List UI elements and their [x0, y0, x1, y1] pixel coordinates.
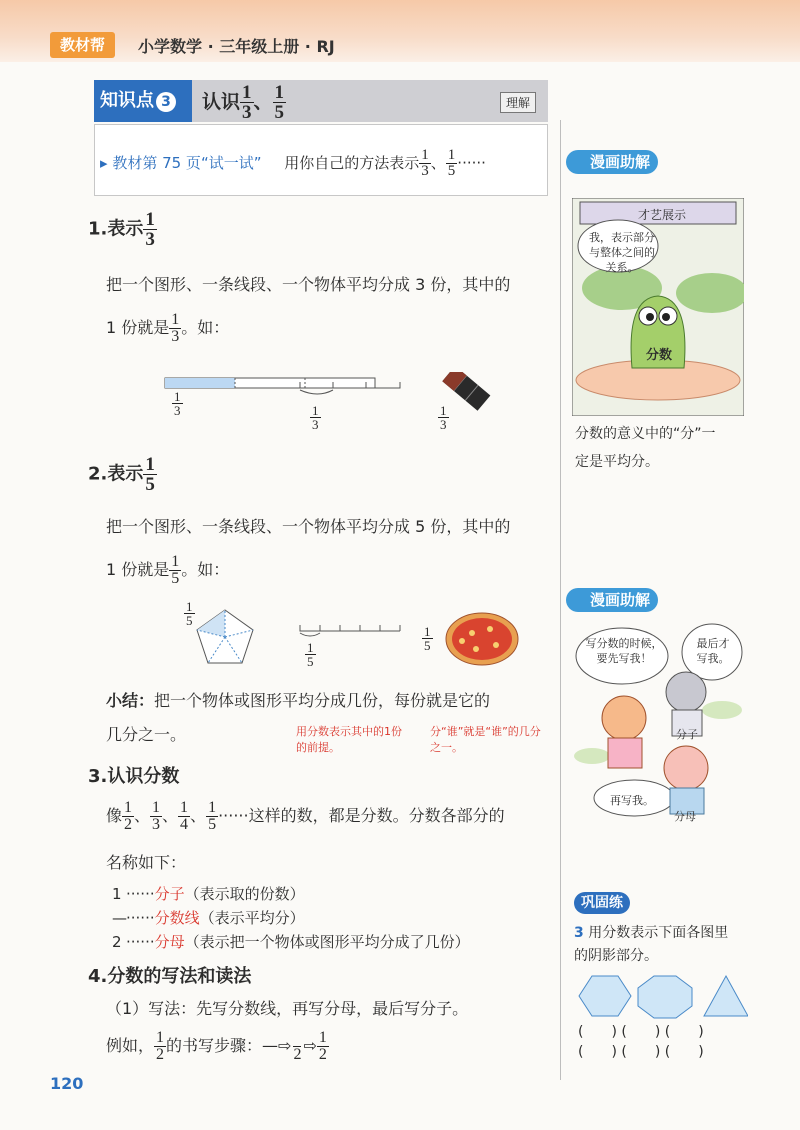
thirds-bar-shaded — [165, 378, 235, 388]
octagon — [638, 976, 692, 1018]
summary-note-2: 分“谁”就是“谁”的几分之一。 — [430, 725, 541, 754]
section-4-line1: （1）写法：先写分数线，再写分母，最后写分子。 — [106, 999, 469, 1018]
comic-1-bubble: 我，表示部分与整体之间的关系。 — [589, 231, 655, 274]
thirds-segment-label: $\frac{1}{3}$ — [312, 403, 319, 432]
ref-sep: 、 — [430, 154, 446, 172]
ref-frac-1-3: $\frac{1}{3}$ — [421, 147, 429, 179]
kp-tag — [94, 80, 192, 122]
kp-title-sep: 、 — [253, 91, 273, 113]
fifths-examples — [190, 605, 530, 675]
thirds-bar-label: $\frac{1}{3}$ — [174, 389, 181, 418]
chocolate-bar — [442, 372, 490, 411]
part-line: —······分数线（表示平均分） — [112, 909, 305, 927]
practice-shapes — [578, 974, 748, 1020]
comic-1-sign: 才艺展示 — [638, 208, 687, 222]
kp-frac-1-5: $\frac{1}{5}$ — [274, 82, 285, 123]
thirds-choc-label: $\frac{1}{3}$ — [440, 403, 447, 432]
comic-2-bubble-2: 最后才写我。 — [696, 637, 730, 665]
pizza — [446, 613, 518, 665]
pentagon-label: $\frac{1}{5}$ — [186, 599, 193, 628]
difficulty-badge: 理解 — [500, 92, 536, 113]
section-3-line2: 名称如下： — [106, 853, 187, 872]
kp-frac-1-3: $\frac{1}{3}$ — [242, 82, 252, 123]
practice-line2: 的阴影部分。 — [574, 948, 658, 964]
section-1-title: 1.表示 $\frac{1}{3}$ — [88, 209, 155, 250]
comic-1-text-1: 分数的意义中的“分”一 — [575, 426, 716, 442]
comic-1-text-2: 定是平均分。 — [575, 454, 659, 470]
part-numerator: 1 ······分子（表示取的份数） — [112, 885, 305, 903]
section-4-title: 4.分数的写法和读法 — [88, 966, 252, 987]
hexagon — [579, 976, 631, 1016]
section-3-line1: 像 $\frac{1}{2}$ 、 $\frac{1}{3}$ 、 $\frac{1}{4}$ 、 $\frac{1}{5}$ ······这样的数，都是分数。分数各部分的 — [106, 799, 505, 833]
summary-note-1: 用分数表示其中的1份的前提。 — [296, 725, 402, 754]
book-title: 小学数学 · 三年级上册 · RJ — [138, 37, 335, 56]
comic-2-bubble-1: 写分数的时候，要先写我！ — [585, 637, 663, 665]
page-header — [0, 0, 800, 62]
section-3-title: 3.认识分数 — [88, 766, 180, 787]
kp-title — [202, 83, 286, 122]
section-1-line1: 把一个图形、一条线段、一个物体平均分成 3 份，其中的 — [106, 275, 511, 294]
section-2-line1: 把一个图形、一条线段、一个物体平均分成 5 份，其中的 — [106, 517, 511, 536]
section-1-line2: 1 份就是 $\frac{1}{3}$ 。如： — [106, 311, 230, 345]
comic-2-numerator: 分子 — [676, 728, 698, 741]
comic-2-denominator: 分母 — [674, 810, 696, 823]
textbook-ref: ▸ 教材第 75 页“试一试” 用你自己的方法表示 $\frac{1}{3}$ 、 $\frac{1}{5}$ ······ — [100, 147, 486, 179]
practice-q3: 3 用分数表示下面各图里 — [574, 925, 729, 941]
fifths-segment — [300, 625, 400, 631]
fifths-segment-label: $\frac{1}{5}$ — [307, 640, 314, 669]
part-denominator: 2 ······分母（表示把一个物体或图形平均分成了几份） — [112, 933, 470, 951]
column-divider — [560, 120, 561, 1080]
comic-2-bubble-3: 再写我。 — [610, 794, 654, 807]
ref-text: 用你自己的方法表示 — [284, 154, 420, 172]
fraction-parts — [112, 882, 470, 954]
section-2-line2: 1 份就是 $\frac{1}{5}$ 。如： — [106, 553, 230, 587]
kp-num: 3 — [156, 92, 176, 112]
kp-title-text: 认识 — [202, 91, 241, 113]
triangle — [704, 976, 748, 1016]
section-2-title: 2.表示 $\frac{1}{5}$ — [88, 454, 155, 495]
ref-frac-1-5: $\frac{1}{5}$ — [447, 147, 456, 179]
brand-label: 教材帮 — [50, 32, 115, 58]
kp-tag-label: 知识点 — [100, 90, 154, 111]
summary-line2: 几分之一。 — [106, 725, 187, 744]
section-4-line2: 例如， $\frac{1}{2}$ 的书写步骤：—⇨ 2 ⇨ $\frac{1}{2}$ — [106, 1029, 327, 1063]
summary: 小结：把一个物体或图形平均分成几份，每份就是它的 — [106, 691, 491, 710]
practice-tag: 巩固练 — [574, 892, 630, 914]
ref-quote: “试一试” — [200, 154, 262, 172]
comic-tag-1: 漫画助解 — [566, 150, 658, 174]
page-number: 120 — [50, 1074, 84, 1093]
ref-ellipsis: ······ — [457, 154, 486, 172]
pizza-label: $\frac{1}{5}$ — [424, 624, 431, 653]
ref-label: 教材第 75 页 — [112, 154, 201, 172]
comic-tag-2: 漫画助解 — [566, 588, 658, 612]
thirds-examples — [160, 372, 500, 442]
comic-1-char: 分数 — [646, 348, 673, 363]
practice-answers[interactable]: ( ) ( ) ( ) ( ) ( ) ( ) — [578, 1024, 704, 1060]
